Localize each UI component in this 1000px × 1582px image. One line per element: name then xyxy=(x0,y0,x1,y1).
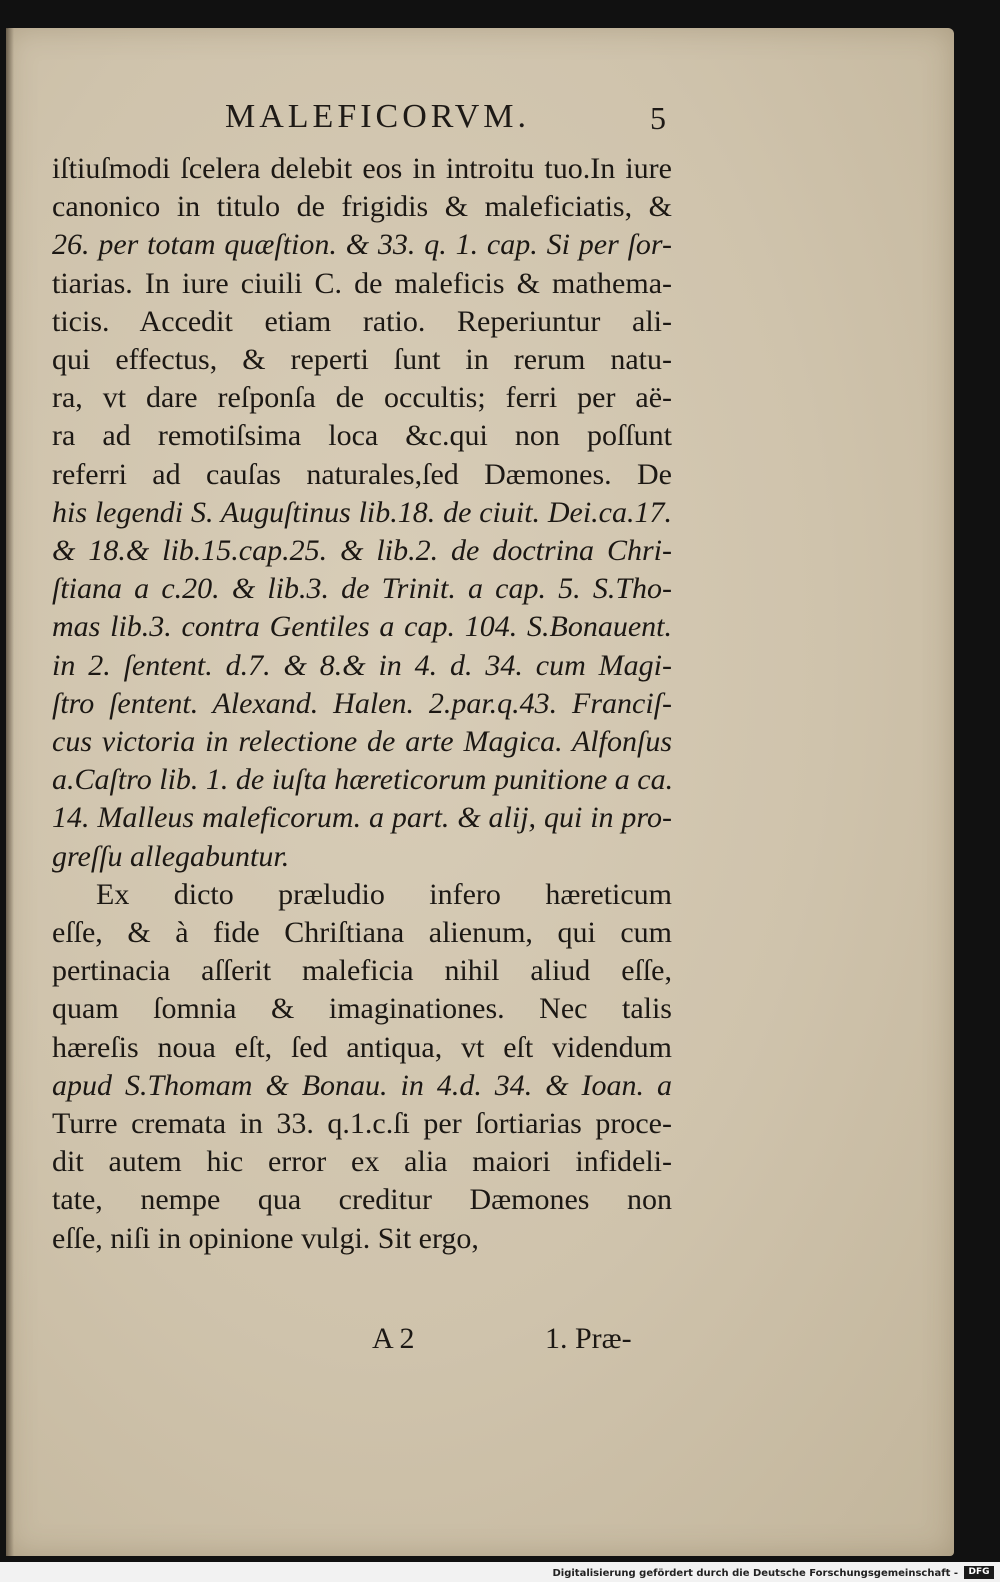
text-line: tate, nempe qua creditur Dæmones non xyxy=(52,1183,672,1217)
catchword: 1. Præ- xyxy=(545,1322,632,1355)
text-line: his legendi S. Auguſtinus lib.18. de ciuit. Dei.ca.17. xyxy=(52,495,672,529)
text-line: Ex dicto præludio infero hæreticum xyxy=(96,877,672,911)
text-line: pertinacia aſſerit maleficia nihil aliud eſſe, xyxy=(52,954,672,988)
text-line: quam ſomnia & imaginationes. Nec talis xyxy=(52,992,672,1026)
text-line: ra, vt dare reſponſa de occultis; ferri per aë- xyxy=(52,381,672,415)
text-line: Turre cremata in 33. q.1.c.ſi per ſortiarias proce- xyxy=(52,1107,672,1141)
text-line: in 2. ſentent. d.7. & 8.& in 4. d. 34. cum Magi- xyxy=(52,648,672,682)
text-line: & 18.& lib.15.cap.25. & lib.2. de doctrina Chri- xyxy=(52,534,672,568)
text-line: referri ad cauſas naturales,ſed Dæmones. De xyxy=(52,457,672,491)
text-line: iſtiuſmodi ſcelera delebit eos in introitu tuo.In iure xyxy=(52,152,672,185)
text-line: ra ad remotiſsima loca &c.qui non poſſunt xyxy=(52,419,672,453)
text-line: mas lib.3. contra Gentiles a cap. 104. S.Bonauent. xyxy=(52,610,672,644)
funding-credit: Digitalisierung gefördert durch die Deutsche Forschungsgemeinschaft - xyxy=(552,1568,958,1579)
text-line: tiarias. In iure ciuili C. de maleficis & mathema- xyxy=(52,266,672,300)
text-line: cus victoria in relectione de arte Magica. Alfonſus xyxy=(52,725,672,759)
text-line: hæreſis noua eſt, ſed antiqua, vt eſt videndum xyxy=(52,1030,672,1064)
text-line: eſſe, niſi in opinione vulgi. Sit ergo, xyxy=(52,1221,479,1255)
text-line: a.Caſtro lib. 1. de iuſta hæreticorum punitione a ca. xyxy=(52,763,674,797)
text-line: 14. Malleus maleficorum. a part. & alij, qui in pro- xyxy=(52,801,672,835)
text-line: ſtiana a c.20. & lib.3. de Trinit. a cap. 5. S.Tho- xyxy=(52,572,672,606)
text-line: ſtro ſentent. Alexand. Halen. 2.par.q.43. Franciſ- xyxy=(52,686,672,720)
signature-mark: A 2 xyxy=(372,1322,415,1355)
page-spine-shadow xyxy=(6,28,14,1556)
dfg-logo: DFG xyxy=(964,1566,994,1579)
text-line: canonico in titulo de frigidis & maleficiatis, & xyxy=(52,190,672,224)
text-line: dit autem hic error ex alia maiori infideli- xyxy=(52,1145,672,1179)
text-line: greſſu allegabuntur. xyxy=(52,839,290,873)
text-line: qui effectus, & reperti ſunt in rerum natu- xyxy=(52,343,672,377)
text-line: ticis. Accedit etiam ratio. Reperiuntur ali- xyxy=(52,304,672,338)
footer-bar xyxy=(0,1562,1000,1582)
running-head: MALEFICORVM. xyxy=(225,98,531,135)
text-line: 26. per totam quæſtion. & 33. q. 1. cap. Si per ſor- xyxy=(52,228,672,262)
text-line: apud S.Thomam & Bonau. in 4.d. 34. & Ioan. a xyxy=(52,1068,672,1102)
text-line: eſſe, & à fide Chriſtiana alienum, qui cum xyxy=(52,916,672,950)
body-text xyxy=(52,150,672,1258)
page-number: 5 xyxy=(650,100,666,136)
